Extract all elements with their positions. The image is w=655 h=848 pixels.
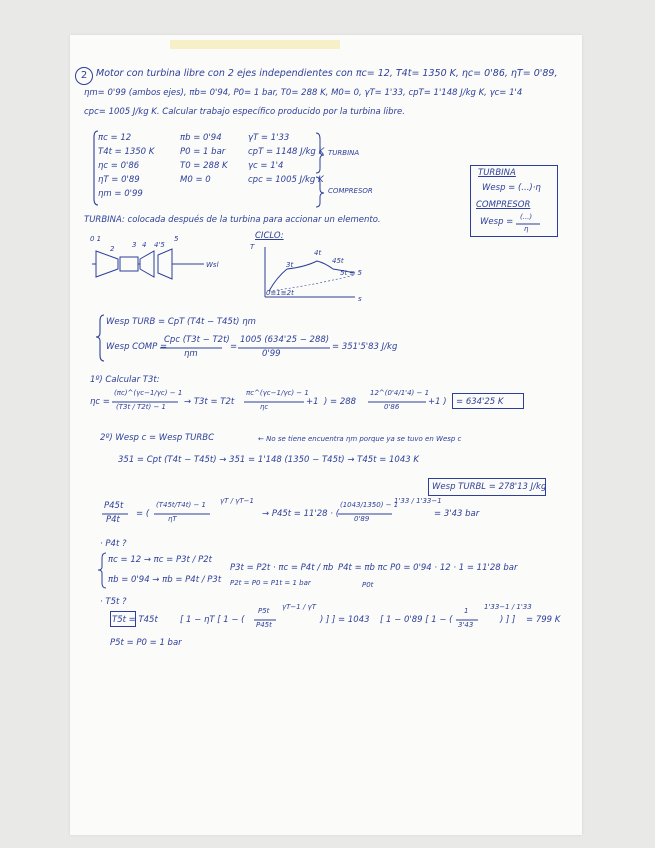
- t5-frac2-num: 1: [464, 607, 469, 615]
- wesp-comp-result: = 351'5'83 J/kg: [332, 342, 398, 352]
- t5-exp: γT−1 / γT: [282, 603, 316, 611]
- p45-frac-num: (T45t/T4t) − 1: [156, 501, 206, 509]
- step1-paren2-num: 12^(0'4/1'4) − 1: [370, 389, 430, 397]
- engine-label-2: 2: [110, 245, 115, 253]
- step1-result: = 634'25 K: [456, 397, 504, 407]
- t5-close1: ) ] ] = 1043: [320, 615, 370, 625]
- wesp-comp-eq: =: [230, 342, 238, 352]
- given-col3-2: γc = 1'4: [248, 161, 284, 171]
- step1-title: 1º) Calcular T3t:: [90, 375, 160, 385]
- cycle-y-axis: T: [250, 243, 255, 251]
- p4-p2t: P2t = P0 = P1t = 1 bar: [230, 579, 311, 587]
- cycle-x-axis: s: [358, 295, 362, 303]
- p45-frac2-num: (1043/1350) − 1: [340, 501, 399, 509]
- p45-result: = 3'43 bar: [434, 509, 480, 519]
- step2-comment: ← No se tiene encuentra ηm porque ya se tuvo en Wesp c: [258, 435, 462, 443]
- cycle-diagram: [255, 241, 395, 321]
- step1-eq288: ) = 288: [324, 397, 357, 407]
- p45-mid: → P45t = 11'28 · (: [262, 509, 340, 519]
- engine-label-4: 4: [142, 241, 147, 249]
- t5-exp2: 1'33−1 / 1'33: [484, 603, 532, 611]
- given-col2-3: M0 = 0: [180, 175, 211, 185]
- given-col1-4: ηm = 0'99: [98, 189, 143, 199]
- problem-line-3: cpc= 1005 J/kg K. Calcular trabajo específico producido por la turbina libre.: [84, 107, 405, 117]
- given-col3-1: cpT = 1148 J/kg K: [248, 147, 325, 157]
- summary-title-compresor: COMPRESOR: [476, 200, 531, 210]
- summary-eq-turbina: Wesp = (...)·η: [482, 183, 541, 193]
- step1-frac-lines: [112, 401, 492, 403]
- t5-body1: [ 1 − ηT [ 1 − (: [180, 615, 245, 625]
- wesp-comp-den: ηm: [184, 349, 198, 359]
- cycle-title: CICLO:: [255, 231, 284, 241]
- step1-plus2: +1 ): [428, 397, 447, 407]
- t5-frac-lines: [254, 619, 494, 621]
- summary-eq-compresor-num: (...): [520, 213, 533, 221]
- engine-label-45: 4'5: [154, 241, 165, 249]
- problem-line-2: ηm= 0'99 (ambos ejes), πb= 0'94, P0= 1 bar, T0= 288 K, M0= 0, γT= 1'33, cpT= 1'148 J/kg K, γc= 1'4: [84, 88, 523, 98]
- given-col3-0: γT = 1'33: [248, 133, 290, 143]
- engine-output-label: Wsl: [206, 261, 219, 269]
- step1-plus1: +1: [306, 397, 319, 407]
- given-col2-2: T0 = 288 K: [180, 161, 228, 171]
- engine-label-01: 0 1: [90, 235, 102, 243]
- p45-lhs-den: P4t: [106, 515, 120, 525]
- given-col3-3: cpc = 1005 J/kg K: [248, 175, 324, 185]
- wesp-comp-num2: 1005 (634'25 − 288): [240, 335, 330, 345]
- engine-label-5: 5: [174, 235, 179, 243]
- given-col2-0: πb = 0'94: [180, 133, 222, 143]
- step1-lhs: ηc =: [90, 397, 110, 407]
- p45-eq: = (: [136, 509, 150, 519]
- step1-frac1-den: (T3t / T2t) − 1: [116, 403, 166, 411]
- p45-exp: γT / γT−1: [220, 497, 254, 505]
- engine-sketch: [88, 233, 248, 303]
- p4-right2: P4t = πb πc P0 = 0'94 · 12 · 1 = 11'28 bar: [338, 563, 518, 573]
- cycle-point-4t: 4t: [314, 249, 322, 257]
- label-compresor: COMPRESOR: [328, 187, 373, 195]
- cycle-point-3t: 3t: [286, 261, 294, 269]
- wesp-comp-lhs: Wesp COMP =: [106, 342, 168, 352]
- p4-line1: πc = 12 → πc = P3t / P2t: [108, 555, 212, 565]
- t5-lhs: T5t = T45t: [112, 615, 158, 625]
- summary-eq-compresor-left: Wesp =: [480, 217, 514, 227]
- cycle-point-0: 0≡1≡2t: [266, 289, 294, 297]
- step2-line2: 351 = Cpt (T4t − T45t) → 351 = 1'148 (1350 − T45t) → T45t = 1043 K: [118, 455, 419, 465]
- step1-result-box: [452, 393, 524, 409]
- given-col1-1: T4t = 1350 K: [98, 147, 155, 157]
- wesp-turb-eq: Wesp TURB = CpT (T4t − T45t) ηm: [106, 317, 256, 327]
- problem-line-1: Motor con turbina libre con 2 ejes independientes con πc= 12, T4t= 1350 K, ηc= 0'86, ηT= 0'89,: [96, 68, 558, 79]
- turbine-note: TURBINA: colocada después de la turbina para accionar un elemento.: [84, 215, 381, 225]
- t5-frac-num: P5t: [258, 607, 270, 615]
- summary-eq-compresor-den: η: [524, 225, 529, 233]
- step2-title: 2º) Wesp c = Wesp TURBC: [100, 433, 215, 443]
- step1-frac1-num: (πc)^(γc−1/γc) − 1: [114, 389, 183, 397]
- step1-paren2-den: 0'86: [384, 403, 400, 411]
- p4-note: P0t: [362, 581, 374, 589]
- t5-close2: ) ] ]: [500, 615, 516, 625]
- problem-number: 2: [75, 67, 93, 85]
- t5-p5: P5t = P0 = 1 bar: [110, 638, 182, 648]
- p45-lhs-num: P45t: [104, 501, 124, 511]
- eq-block1-frac-lines: [160, 347, 360, 349]
- t5-title: · T5t ?: [100, 597, 127, 607]
- given-col1-0: πc = 12: [98, 133, 132, 143]
- p45-frac-den: ηT: [168, 515, 177, 523]
- t5-frac2-den: 3'43: [458, 621, 474, 629]
- wesp-turbl-result: Wesp TURBL = 278'13 J/kg: [432, 482, 547, 492]
- p45-exp2: 1'33 / 1'33−1: [394, 497, 442, 505]
- p4-title: · P4t ?: [100, 539, 127, 549]
- given-col2-1: P0 = 1 bar: [180, 147, 226, 157]
- given-col1-3: ηT = 0'89: [98, 175, 140, 185]
- t5-body2: [ 1 − 0'89 [ 1 − (: [380, 615, 453, 625]
- p4-line2: πb = 0'94 → πb = P4t / P3t: [108, 575, 222, 585]
- wesp-comp-den2: 0'99: [262, 349, 281, 359]
- p45-frac-lines: [102, 513, 442, 515]
- given-col1-2: ηc = 0'86: [98, 161, 140, 171]
- step1-arrow: → T3t = T2t: [184, 397, 235, 407]
- p45-frac2-den: 0'89: [354, 515, 370, 523]
- label-turbina: TURBINA: [328, 149, 360, 157]
- wesp-comp-num: Cpc (T3t − T2t): [164, 335, 230, 345]
- p4-right1: P3t = P2t · πc = P4t / πb: [230, 563, 334, 573]
- step1-paren-num: πc^(γc−1/γc) − 1: [246, 389, 309, 397]
- step1-paren-den: ηc: [260, 403, 269, 411]
- highlight-strip: [170, 40, 340, 49]
- t5-result: = 799 K: [526, 615, 561, 625]
- summary-frac-line: [516, 223, 546, 225]
- engine-label-3: 3: [132, 241, 137, 249]
- notebook-page: [70, 35, 582, 835]
- t5-frac-den: P45t: [256, 621, 272, 629]
- summary-title-turbina: TURBINA: [478, 168, 516, 178]
- cycle-point-5t: 5t ≡ 5: [340, 269, 362, 277]
- cycle-point-45t: 45t: [332, 257, 344, 265]
